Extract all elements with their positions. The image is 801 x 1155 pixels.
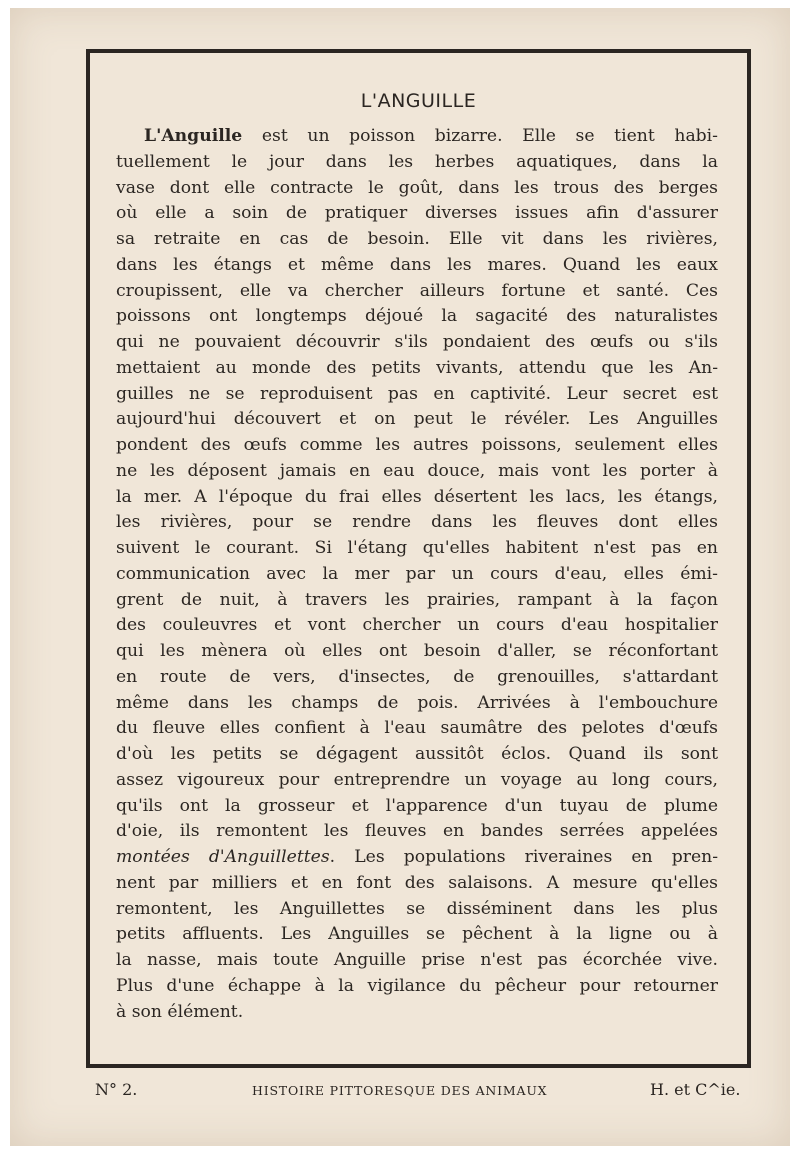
text-line: du fleuve elles confient à l'eau saumâtre des pelotes d'œufs — [116, 718, 718, 739]
publisher: H. et C^ie. — [650, 1080, 741, 1099]
text-line: montées d'Anguillettes. Les populations riveraines en pren- — [116, 847, 719, 867]
body-text — [116, 124, 718, 1025]
text-line: suivent le courant. Si l'étang qu'elles habitent n'est pas en — [116, 538, 718, 558]
text-line: croupissent, elle va chercher ailleurs fortune et santé. Ces — [116, 280, 718, 301]
text-line: petits affluents. Les Anguilles se pêchent à la ligne ou à — [116, 924, 718, 945]
text-line: en route de vers, d'insectes, de grenouilles, s'attardant — [116, 666, 718, 687]
text-line: qui les mènera où elles ont besoin d'aller, se réconfortant — [116, 641, 718, 661]
text-line: tuellement le jour dans les herbes aquatiques, dans la — [116, 151, 718, 172]
first-word: L'Anguille — [144, 126, 243, 146]
text-line: ne les déposent jamais en eau douce, mais vont les porter à — [116, 460, 718, 481]
text-line: guilles ne se reproduisent pas en captivité. Leur secret est — [116, 383, 718, 404]
text-line: qui ne pouvaient découvrir s'ils pondaient des œufs ou s'ils — [116, 332, 718, 352]
text-line: où elle a soin de pratiquer diverses issues afin d'assurer — [116, 203, 718, 224]
text-line: d'oie, ils remontent les fleuves en bandes serrées appelées — [116, 821, 718, 842]
text-line: qu'ils ont la grosseur et l'apparence d'un tuyau de plume — [116, 795, 718, 816]
text-line: à son élément. — [116, 1001, 244, 1022]
text-line: communication avec la mer par un cours d'eau, elles émi- — [116, 563, 718, 584]
text-line: mettaient au monde des petits vivants, attendu que les An- — [116, 357, 718, 378]
series-title: HISTOIRE PITTORESQUE DES ANIMAUX — [252, 1083, 548, 1098]
text-line: assez vigoureux pour entreprendre un voyage au long cours, — [116, 769, 718, 790]
text-line: la mer. A l'époque du frai elles désertent les lacs, les étangs, — [116, 486, 718, 507]
text-line: même dans les champs de pois. Arrivées à l'embouchure — [116, 692, 718, 713]
text-line: aujourd'hui découvert et on peut le révéler. Les Anguilles — [116, 409, 718, 430]
page-title: L'ANGUILLE — [360, 90, 477, 112]
text-line: L'Anguille est un poisson bizarre. Elle se tient habi- — [144, 126, 718, 146]
text-line: les rivières, pour se rendre dans les fleuves dont elles — [116, 512, 718, 533]
text-line: remontent, les Anguillettes se disséminent dans les plus — [116, 898, 718, 919]
text-line: sa retraite en cas de besoin. Elle vit dans les rivières, — [116, 229, 718, 249]
italic-phrase: montées d'Anguillettes — [116, 847, 330, 867]
text-line: vase dont elle contracte le goût, dans les trous des berges — [116, 177, 718, 198]
text-line: d'où les petits se dégagent aussitôt éclos. Quand ils sont — [116, 744, 718, 764]
text-line: grent de nuit, à travers les prairies, rampant à la façon — [116, 589, 718, 610]
text-line: la nasse, mais toute Anguille prise n'est pas écorchée vive. — [116, 950, 718, 970]
text-line: nent par milliers et en font des salaisons. A mesure qu'elles — [116, 872, 718, 893]
text-line: des couleuvres et vont chercher un cours d'eau hospitalier — [116, 615, 718, 636]
card-number: N° 2. — [95, 1080, 138, 1099]
text-line: dans les étangs et même dans les mares. Quand les eaux — [116, 254, 718, 275]
text-line: Plus d'une échappe à la vigilance du pêcheur pour retourner — [116, 975, 718, 996]
text-line: pondent des œufs comme les autres poissons, seulement elles — [116, 435, 718, 455]
text-line: poissons ont longtemps déjoué la sagacité des naturalistes — [116, 306, 718, 327]
